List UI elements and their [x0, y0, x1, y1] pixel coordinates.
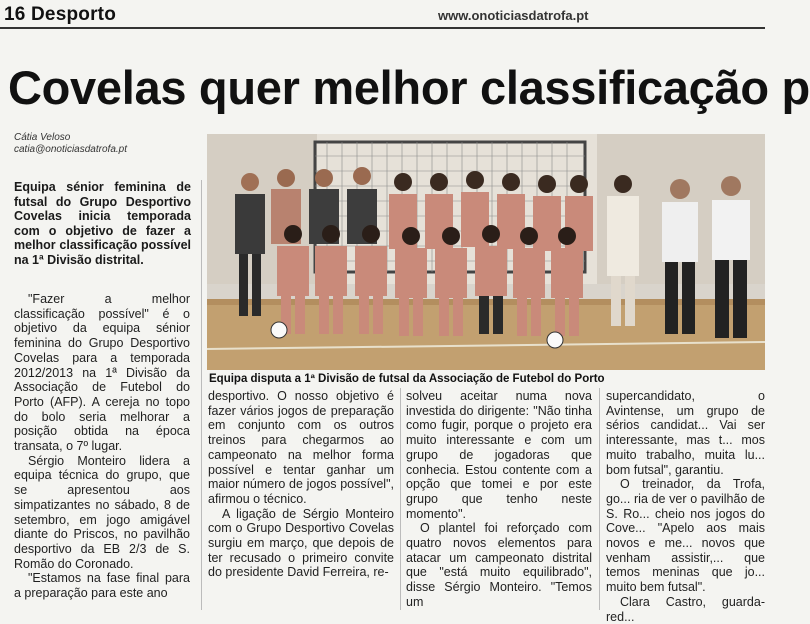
author-name: Cátia Veloso: [14, 132, 71, 143]
header-rule: [0, 27, 765, 29]
column-2: [208, 389, 394, 580]
team-photo-image: [207, 134, 765, 370]
team-photo: [207, 134, 765, 370]
section-title: 16 Desporto: [4, 4, 117, 25]
site-url[interactable]: www.onoticiasdatrofa.pt: [438, 8, 589, 23]
column-3-paragraph: O plantel foi reforçado com quatro novos elementos para atacar um campeonato distrital que "está muito equilibrado", disse Sérgio Monteiro. "Temos um: [406, 521, 592, 609]
column-divider: [201, 180, 202, 610]
column-4: [606, 389, 765, 624]
column-1-paragraph: "Estamos na fase final para a preparação para este ano: [14, 571, 190, 601]
column-3-paragraph: solveu aceitar numa nova investida do dirigente: "Não tinha como fugir, porque o projeto era muito interessante e com um grupo de jogadoras que conhecia. Estou contente com a opção que tomei e por este grupo que tenho neste momento".: [406, 389, 592, 521]
column-divider: [599, 388, 600, 610]
column-4-paragraph: supercandidato, o Avintense, um grupo de sérios candidat... Vai ser interessante, mas t... mos muito trabalho, muita lu... bom futsal", garantiu.: [606, 389, 765, 477]
author-email[interactable]: catia@onoticiasdatrofa.pt: [14, 144, 127, 155]
column-3: [406, 389, 592, 610]
column-1-paragraph: "Fazer a melhor classificação possível" é o objetivo da equipa sénior feminina do Grupo Desportivo Covelas para a temporada 2012/2013 na 1ª Divisão da Associação de Futebol do Porto (AFP). A cereja no topo do bolo seria melhorar a posição obtida na época transata, o 7º lugar.: [14, 292, 190, 454]
page-header: [0, 0, 765, 28]
column-1: [14, 292, 190, 601]
article-lead: Equipa sénior feminina de futsal do Grupo Desportivo Covelas inicia temporada com o objetivo de fazer a melhor classificação possível na 1ª Divisão distrital.: [14, 180, 191, 267]
column-divider: [400, 388, 401, 610]
column-4-paragraph: Clara Castro, guarda-red...: [606, 594, 765, 624]
column-4-paragraph: O treinador, da Trofa, go... ria de ver o pavilhão de S. Ro... cheio nos jogos do Cove... "Apelo aos mais novos e me... novos que venham assistir,... que temos meninas que jo... muito bem futsal".: [606, 477, 765, 595]
byline: [14, 132, 127, 156]
column-1-paragraph: Sérgio Monteiro lidera a equipa técnica do grupo, que se apresentou aos simpatizantes no sábado, 8 de setembro, em jogo amigável diante do Priscos, no pavilhão desportivo da EB 2/3 de S. Romão do Coronado.: [14, 453, 190, 571]
column-2-paragraph: desportivo. O nosso objetivo é fazer vários jogos de preparação em conjunto com os outros treinos para chegarmos ao campeonato na melhor forma possível e tentar ganhar um maior número de jogos possível", afirmou o técnico.: [208, 389, 394, 506]
photo-caption: Equipa disputa a 1ª Divisão de futsal da Associação de Futebol do Porto: [209, 373, 605, 385]
article-headline: Covelas quer melhor classificação p: [8, 61, 810, 114]
column-2-paragraph: A ligação de Sérgio Monteiro com o Grupo Desportivo Covelas surgiu em março, que depois de ter recusado o primeiro convite do presidente David Ferreira, re-: [208, 506, 394, 580]
